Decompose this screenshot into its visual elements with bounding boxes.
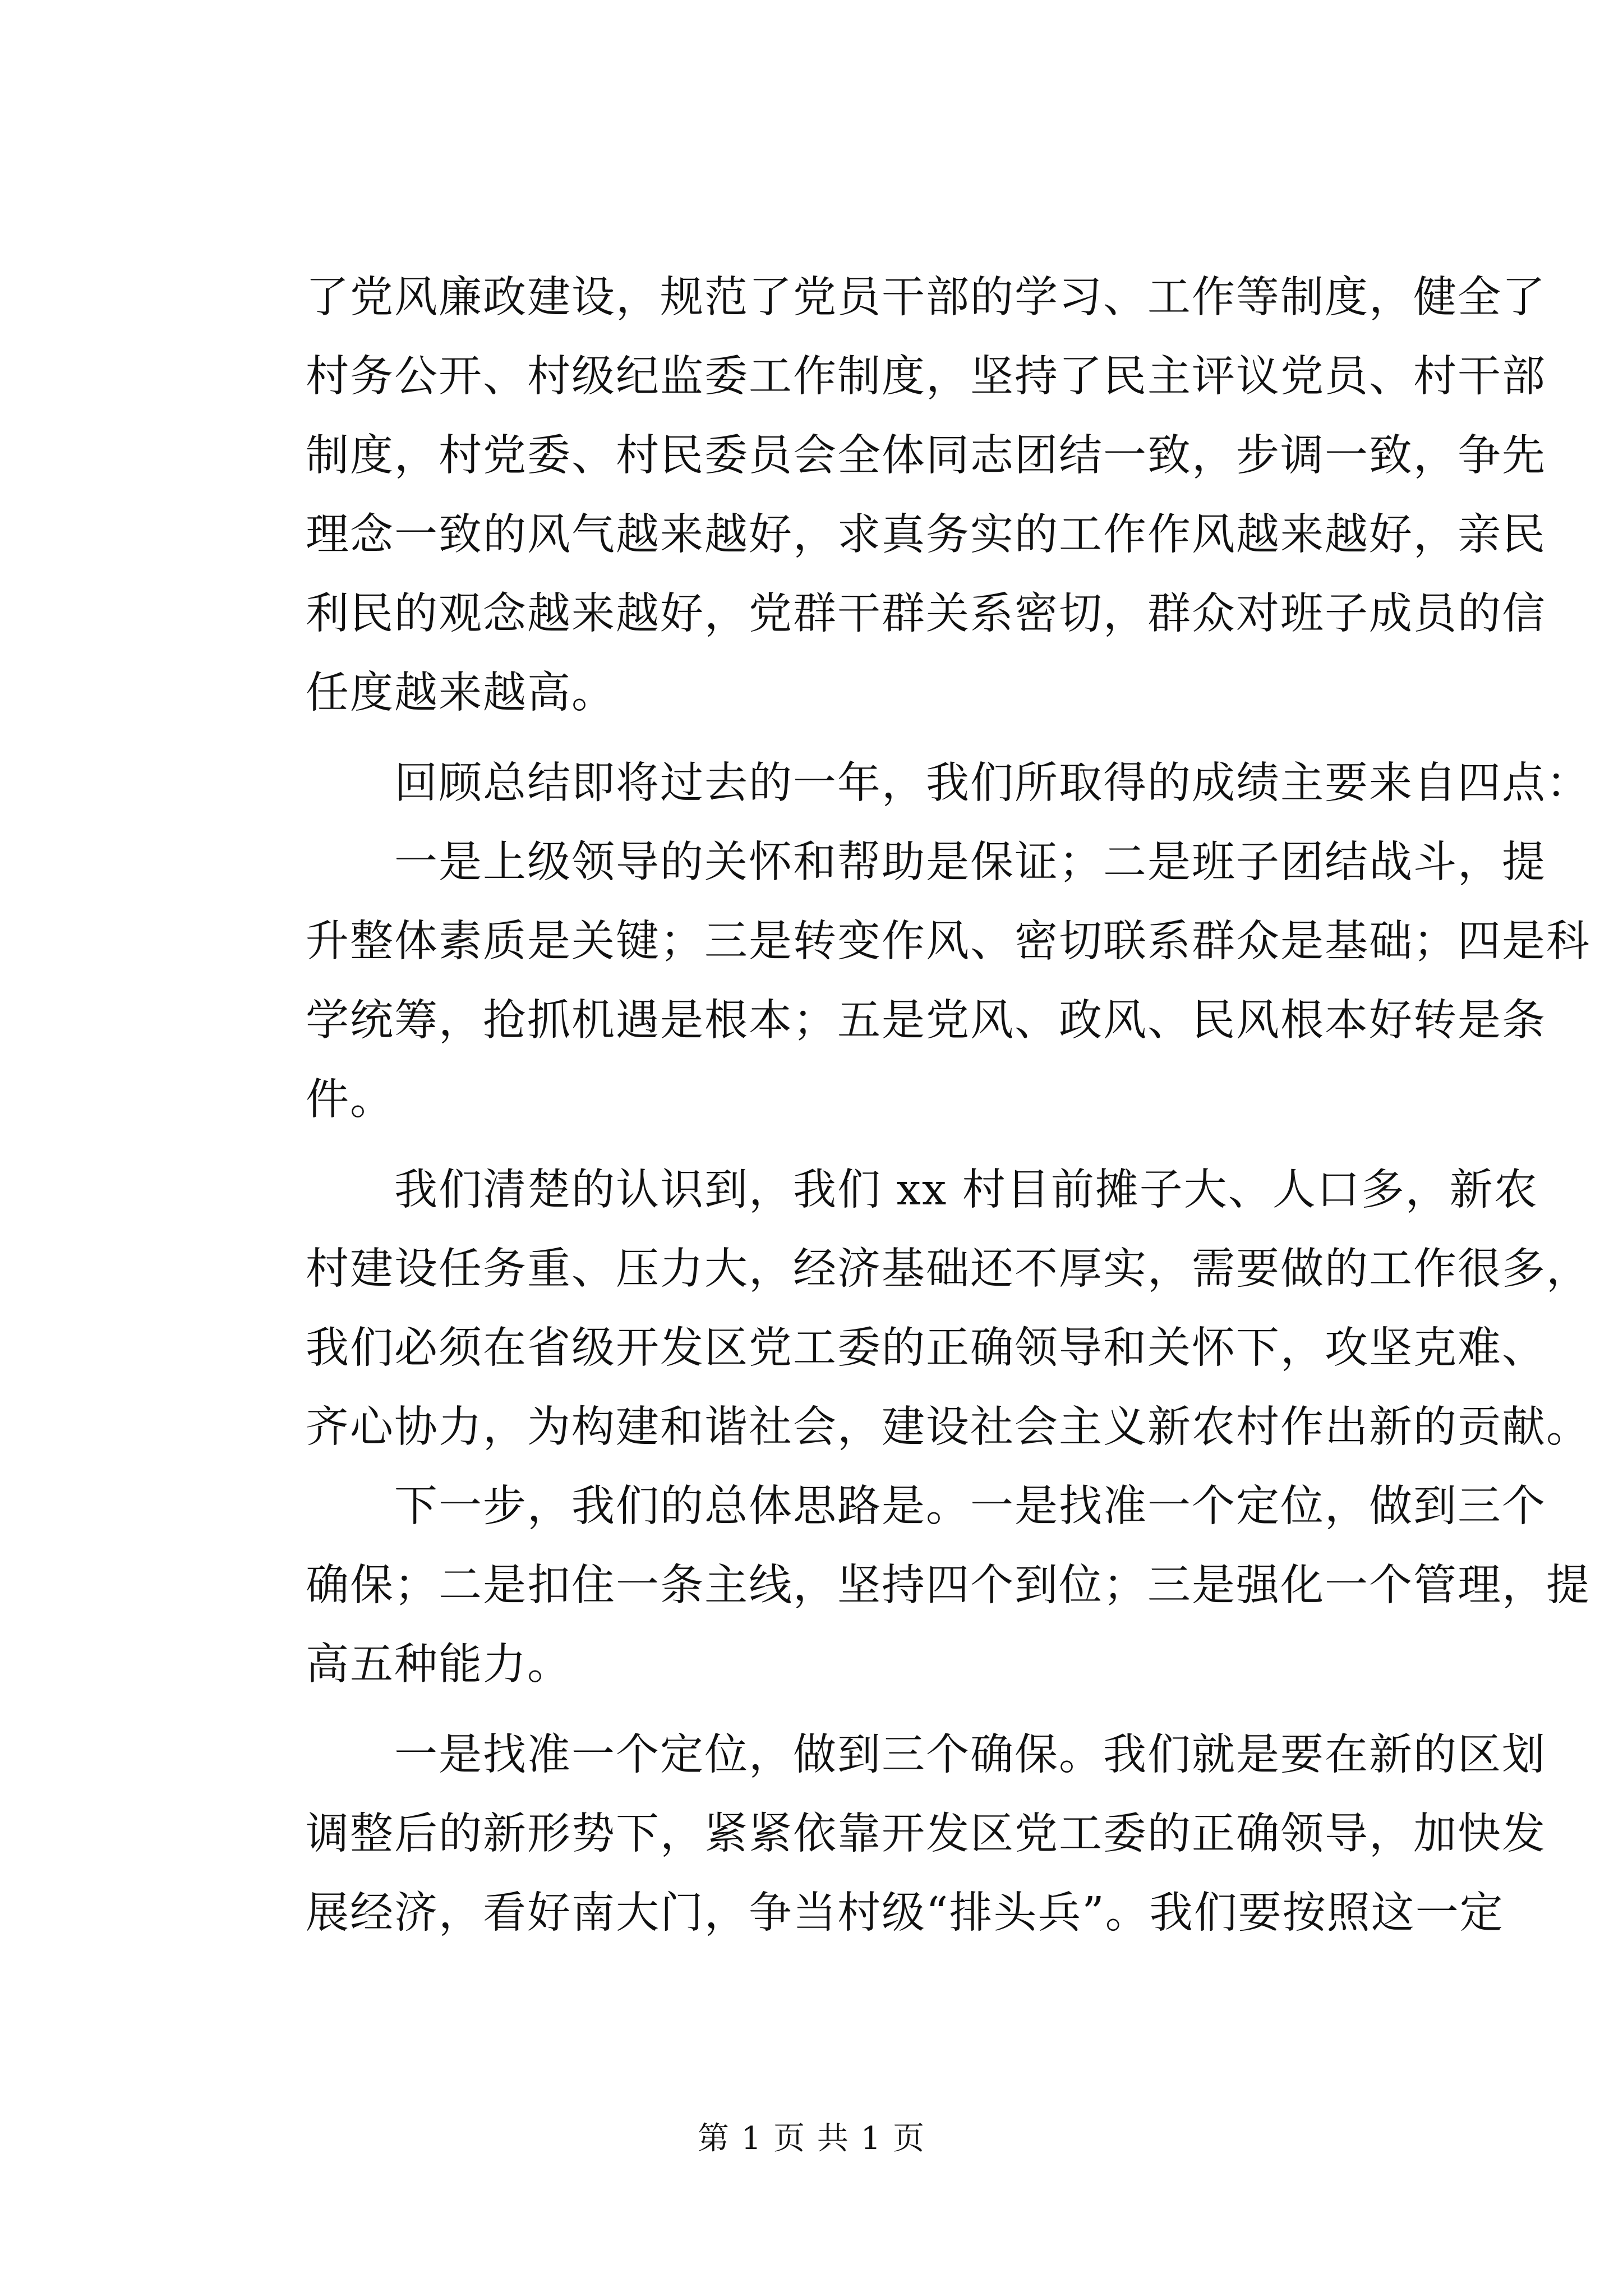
text-line: 确保；二是扣住一条主线，坚持四个到位；三是强化一个管理，提 xyxy=(306,1561,1590,1611)
text-line: 调整后的新形势下，紧紧依靠开发区党工委的正确领导，加快发 xyxy=(306,1809,1546,1859)
text-line: 一是找准一个定位，做到三个确保。我们就是要在新的区划 xyxy=(306,1730,1546,1780)
text-line: 高五种能力。 xyxy=(306,1640,571,1690)
text-line: 学统筹，抢抓机遇是根本；五是党风、政风、民风根本好转是条 xyxy=(306,996,1546,1046)
text-line: 升整体素质是关键；三是转变作风、密切联系群众是基础；四是科 xyxy=(306,917,1590,967)
text-line: 理念一致的风气越来越好，求真务实的工作作风越来越好，亲民 xyxy=(306,510,1546,560)
text-line: 利民的观念越来越好，党群干群关系密切，群众对班子成员的信 xyxy=(306,589,1546,639)
text-line: 件。 xyxy=(306,1075,394,1125)
text-line: 村务公开、村级纪监委工作制度，坚持了民主评议党员、村干部 xyxy=(306,352,1546,402)
text-line: 任度越来越高。 xyxy=(306,668,616,718)
text-line: 制度，村党委、村民委员会全体同志团结一致，步调一致，争先 xyxy=(306,431,1546,481)
text-line: 了党风廉政建设，规范了党员干部的学习、工作等制度，健全了 xyxy=(306,273,1546,323)
text-line: 我们必须在省级开发区党工委的正确领导和关怀下，攻坚克难、 xyxy=(306,1323,1546,1373)
text-line: 下一步，我们的总体思路是。一是找准一个定位，做到三个 xyxy=(306,1481,1546,1531)
body-text xyxy=(306,258,1590,1953)
text-line: 我们清楚的认识到，我们 xx 村目前摊子大、人口多，新农 xyxy=(306,1165,1538,1215)
text-line: 齐心协力，为构建和谐社会，建设社会主义新农村作出新的贡献。 xyxy=(306,1402,1590,1452)
text-line: 展经济，看好南大门，争当村级“排头兵”。我们要按照这一定 xyxy=(306,1888,1504,1938)
text-line: 村建设任务重、压力大，经济基础还不厚实，需要做的工作很多， xyxy=(306,1244,1590,1294)
text-line: 回顾总结即将过去的一年，我们所取得的成绩主要来自四点： xyxy=(306,758,1590,808)
page-footer: 第 1 页 共 1 页 xyxy=(697,2120,926,2157)
text-line: 一是上级领导的关怀和帮助是保证；二是班子团结战斗，提 xyxy=(306,838,1546,887)
